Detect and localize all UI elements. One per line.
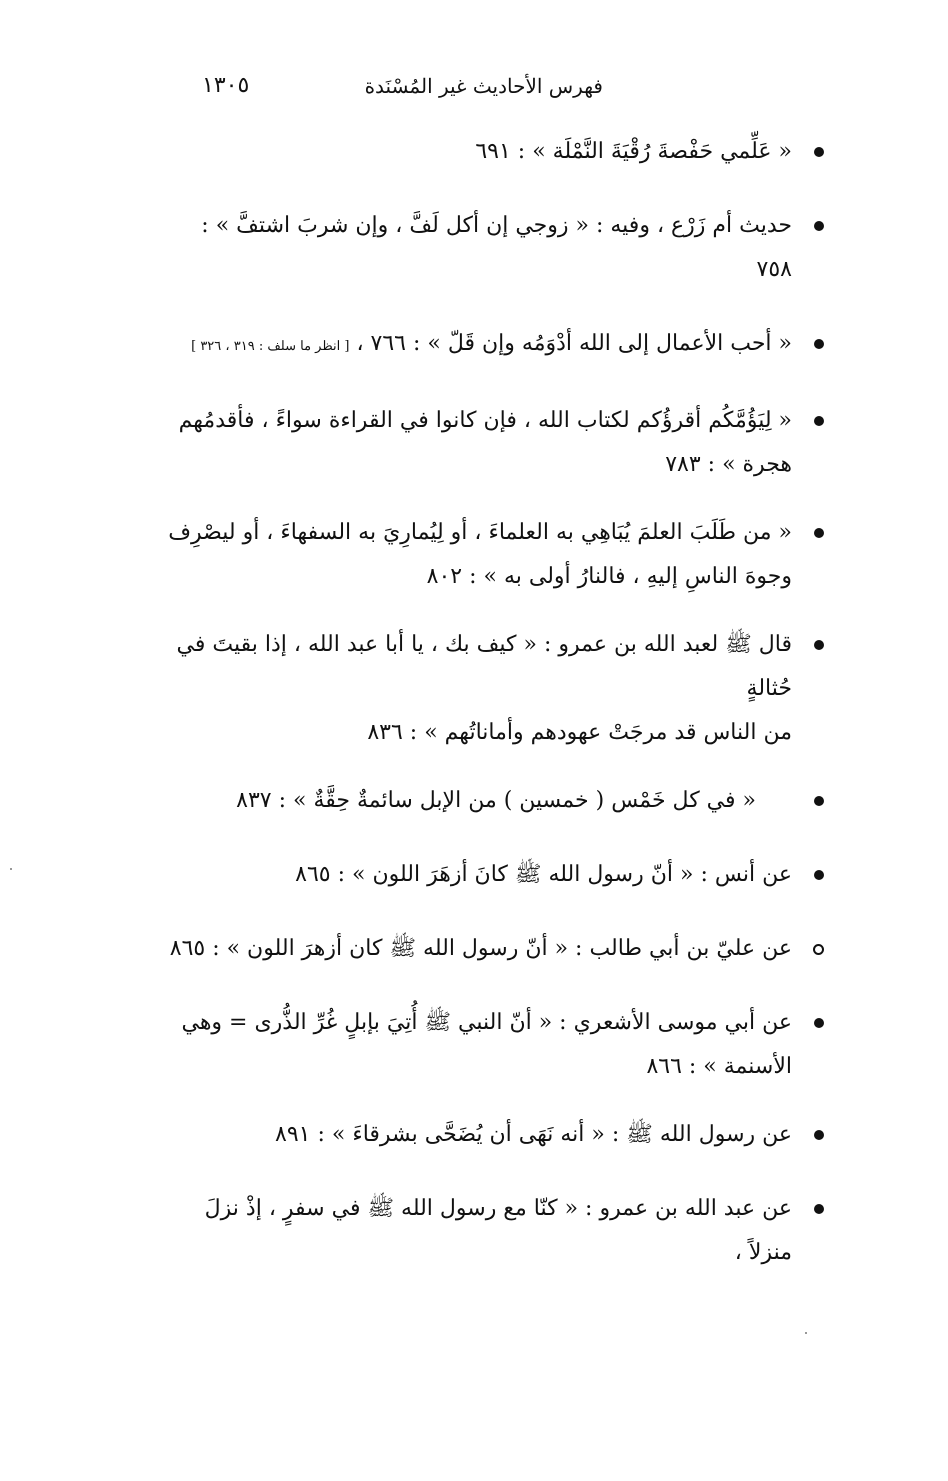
entry-text: عن أبي موسى الأشعري : « أنّ النبي ﷺ أُتِيَ بإبلٍ غُرِّ الذُّرى = وهي xyxy=(181,1010,792,1035)
entry-text-continued: وجوهَ الناسِ إليهِ ، فالنارُ أولى به » : ٨٠٢ xyxy=(426,564,792,589)
entry-text: « من طَلَبَ العلمَ يُبَاهِي به العلماءَ ، أو لِيُمارِيَ به السفهاءَ ، أو ليصْرِف xyxy=(168,520,792,545)
entry-text: عن أنس : « أنّ رسول الله ﷺ كانَ أزهَرَ اللون » : ٨٦٥ xyxy=(295,862,792,887)
list-item xyxy=(168,130,828,174)
list-item xyxy=(168,853,828,897)
list-item xyxy=(168,1001,828,1089)
list-item xyxy=(168,204,828,292)
entry-text-continued: من الناس قد مرجَتْ عهودهم وأماناتُهم » : ٨٣٦ xyxy=(367,720,792,745)
bullet-icon xyxy=(814,416,824,426)
entry-text: حديث أم زَرْع ، وفيه : « زوجي إن أكل لَفَّ ، وإن شربَ اشتفَّ » : ٧٥٨ xyxy=(201,213,792,282)
bullet-icon xyxy=(814,1130,824,1140)
entry-text: عن عبد الله بن عمرو : « كنّا مع رسول الله ﷺ في سفرٍ ، إذْ نزلَ منزلاً ، xyxy=(204,1196,792,1265)
bullet-icon xyxy=(814,339,824,349)
entry-text: « لِيَؤُمَّكُم أقرؤُكم لكتاب الله ، فإن كانوا في القراءة سواءً ، فأقدمُهم xyxy=(178,408,792,433)
list-item xyxy=(168,927,828,971)
entry-text: عن رسول الله ﷺ : « أنه نَهَى أن يُضَحَّى بشرقاءَ » : ٨٩١ xyxy=(275,1122,792,1147)
bullet-icon xyxy=(814,1204,824,1214)
bullet-icon xyxy=(814,796,824,806)
hadith-index-list xyxy=(168,130,828,1305)
list-item xyxy=(168,779,828,823)
entry-text-with-note xyxy=(168,322,792,369)
bullet-icon xyxy=(814,528,824,538)
bullet-icon xyxy=(814,640,824,650)
bullet-icon xyxy=(814,870,824,880)
list-item xyxy=(168,623,828,755)
entry-text: « أحب الأعمال إلى الله أدْوَمُه وإن قَلّ » : ٧٦٦ ، xyxy=(356,331,792,356)
hollow-bullet-icon xyxy=(813,944,824,955)
page-header xyxy=(190,70,603,106)
cross-reference-note: [ انظر ما سلف : ٣١٩ ، ٣٢٦ ] xyxy=(191,339,350,354)
entry-text: « عَلِّمي حَفْصةَ رُقْيَةَ النَّمْلَة » : ٦٩١ xyxy=(475,139,792,164)
entry-text: عن عليّ بن أبي طالب : « أنّ رسول الله ﷺ كان أزهرَ اللون » : ٨٦٥ xyxy=(169,936,792,961)
header-title: فهرس الأحاديث غير المُسْنَدة xyxy=(364,74,603,98)
list-item xyxy=(168,1187,828,1275)
bullet-icon xyxy=(814,1018,824,1028)
list-item xyxy=(168,511,828,599)
list-item xyxy=(168,322,828,369)
entry-text-continued: الأسنمة » : ٨٦٦ xyxy=(646,1054,792,1079)
list-item xyxy=(168,399,828,487)
entry-text: قال ﷺ لعبد الله بن عمرو : « كيف بك ، يا أبا عبد الله ، إذا بقيتَ في حُثالةٍ xyxy=(176,632,792,701)
scan-speck xyxy=(805,1332,807,1334)
bullet-icon xyxy=(814,221,824,231)
page-number: ١٣٠٥ xyxy=(202,73,250,98)
scan-speck xyxy=(10,868,12,870)
entry-text: « في كل خَمْس ( خمسين ) من الإبل سائمةٌ حِقَّةٌ » : ٨٣٧ xyxy=(236,788,756,813)
entry-text-continued: هجرة » : ٧٨٣ xyxy=(665,452,792,477)
list-item xyxy=(168,1113,828,1157)
bullet-icon xyxy=(814,147,824,157)
